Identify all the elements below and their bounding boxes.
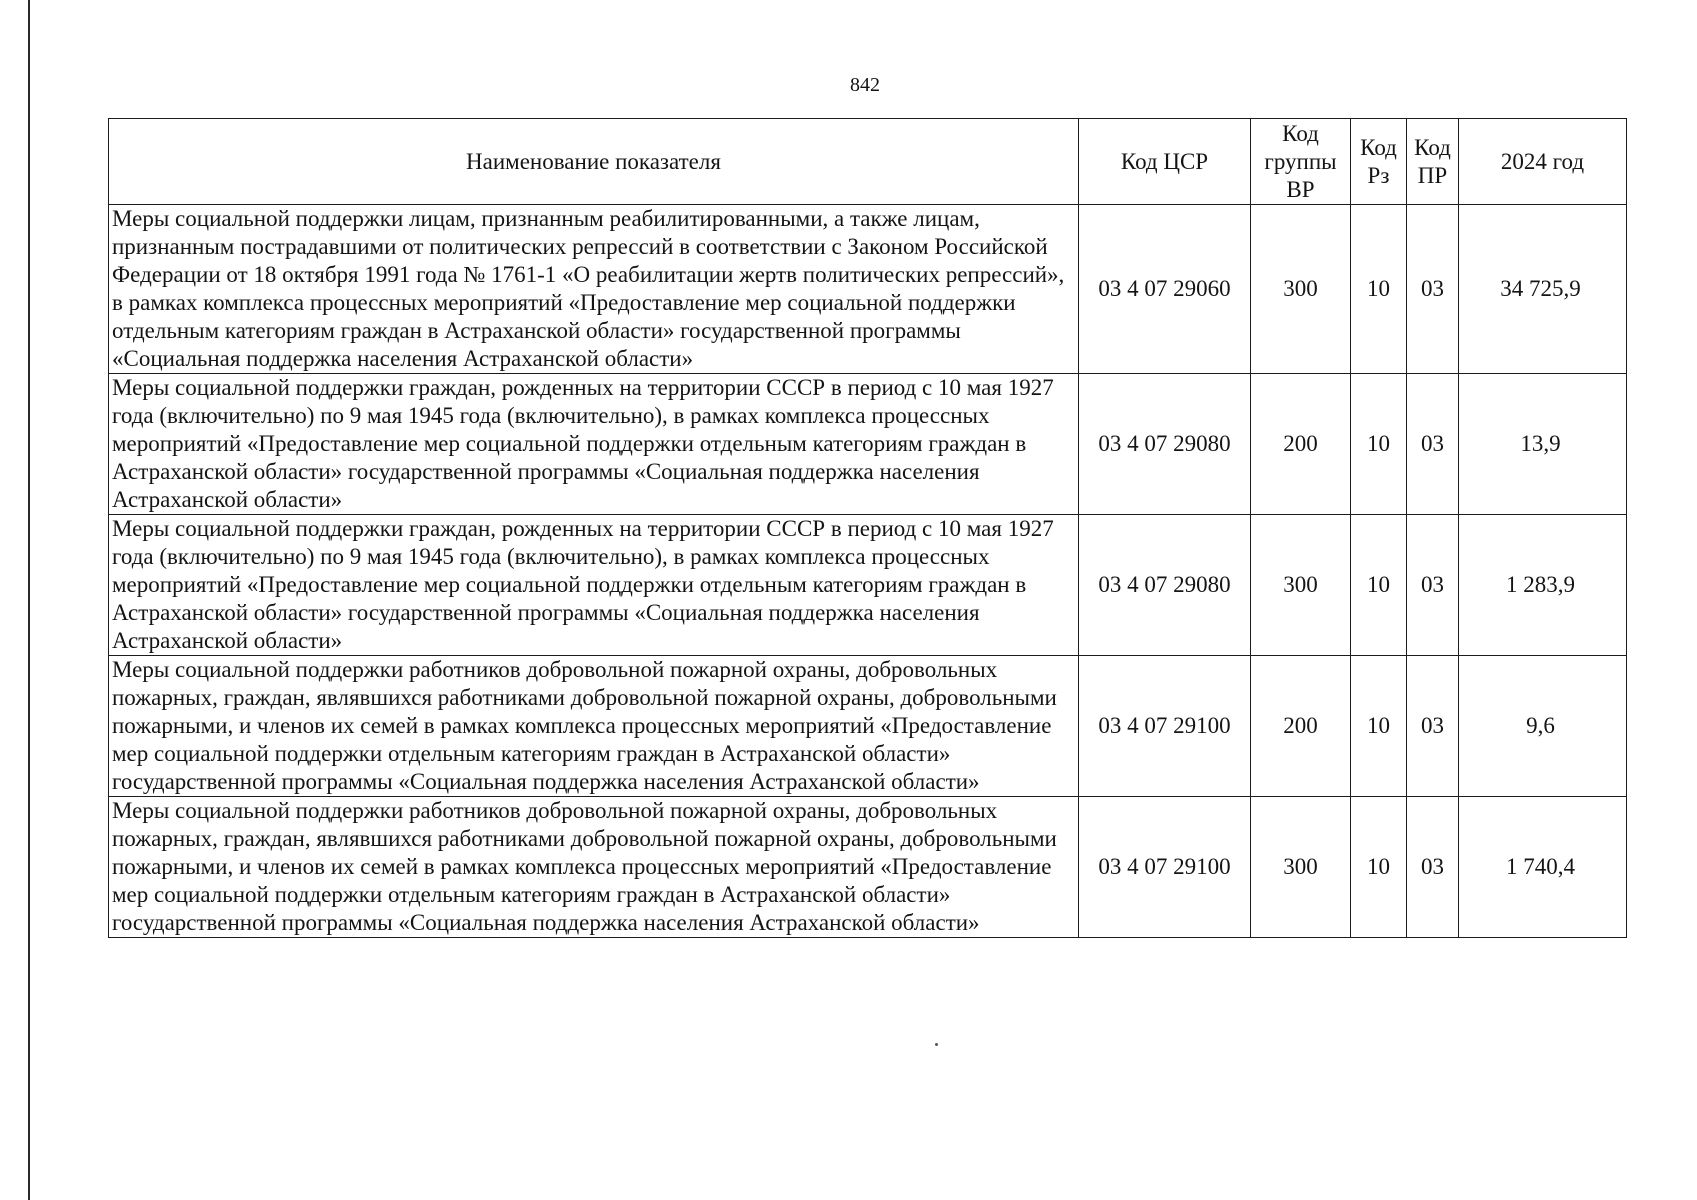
row-name: Меры социальной поддержки работников добровольной пожарной охраны, добровольных пожарных, граждан, являвшихся работниками добровольной пожарной охраны, добровольными пожарными, и членов их семей в рамках комплекса процессных мероприятий «Предоставление мер социальной поддержки отдельным категориям граждан в Астраханской области» государственной программы «Социальная поддержка населения Астраханской области» (109, 797, 1079, 938)
table-header-row (109, 119, 1627, 205)
row-rz-code: 10 (1351, 205, 1407, 374)
header-name: Наименование показателя (109, 119, 1079, 205)
table-row (109, 656, 1627, 797)
table-row (109, 205, 1627, 374)
table-row (109, 797, 1627, 938)
row-name: Меры социальной поддержки граждан, рожденных на территории СССР в период с 10 мая 1927 года (включительно) по 9 мая 1945 года (включительно), в рамках комплекса процессных мероприятий «Предоставление мер социальной поддержки отдельным категориям граждан в Астраханской области» государственной программы «Социальная поддержка населения Астраханской области» (109, 374, 1079, 515)
row-amount: 1 283,9 (1459, 515, 1627, 656)
budget-table (108, 118, 1627, 938)
row-vr-code: 200 (1251, 656, 1351, 797)
row-pr-code: 03 (1407, 656, 1459, 797)
row-rz-code: 10 (1351, 515, 1407, 656)
header-csr-code: Код ЦСР (1079, 119, 1251, 205)
row-name: Меры социальной поддержки лицам, признанным реабилитированными, а также лицам, признанным пострадавшими от политических репрессий в соответствии с Законом Российской Федерации от 18 октября 1991 года № 1761-1 «О реабилитации жертв политических репрессий», в рамках комплекса процессных мероприятий «Предоставление мер социальной поддержки отдельным категориям граждан в Астраханской области» государственной программы «Социальная поддержка населения Астраханской области» (109, 205, 1079, 374)
row-name: Меры социальной поддержки граждан, рожденных на территории СССР в период с 10 мая 1927 года (включительно) по 9 мая 1945 года (включительно), в рамках комплекса процессных мероприятий «Предоставление мер социальной поддержки отдельным категориям граждан в Астраханской области» государственной программы «Социальная поддержка населения Астраханской области» (109, 515, 1079, 656)
row-csr-code: 03 4 07 29080 (1079, 515, 1251, 656)
header-pr-code: Код ПР (1407, 119, 1459, 205)
row-name: Меры социальной поддержки работников добровольной пожарной охраны, добровольных пожарных, граждан, являвшихся работниками добровольной пожарной охраны, добровольными пожарными, и членов их семей в рамках комплекса процессных мероприятий «Предоставление мер социальной поддержки отдельным категориям граждан в Астраханской области» государственной программы «Социальная поддержка населения Астраханской области» (109, 656, 1079, 797)
row-csr-code: 03 4 07 29100 (1079, 797, 1251, 938)
row-pr-code: 03 (1407, 797, 1459, 938)
header-year-2024: 2024 год (1459, 119, 1627, 205)
page-number: 842 (850, 74, 880, 96)
row-vr-code: 300 (1251, 797, 1351, 938)
scan-speck (935, 1043, 938, 1046)
binding-margin-line (28, 0, 30, 1200)
header-rz-code: Код Рз (1351, 119, 1407, 205)
row-pr-code: 03 (1407, 374, 1459, 515)
row-rz-code: 10 (1351, 374, 1407, 515)
row-amount: 1 740,4 (1459, 797, 1627, 938)
row-pr-code: 03 (1407, 205, 1459, 374)
row-vr-code: 200 (1251, 374, 1351, 515)
row-rz-code: 10 (1351, 656, 1407, 797)
row-amount: 9,6 (1459, 656, 1627, 797)
table-row (109, 515, 1627, 656)
header-vr-code: Код группы ВР (1251, 119, 1351, 205)
row-amount: 34 725,9 (1459, 205, 1627, 374)
row-csr-code: 03 4 07 29080 (1079, 374, 1251, 515)
row-csr-code: 03 4 07 29060 (1079, 205, 1251, 374)
row-pr-code: 03 (1407, 515, 1459, 656)
row-vr-code: 300 (1251, 515, 1351, 656)
row-rz-code: 10 (1351, 797, 1407, 938)
table-row (109, 374, 1627, 515)
row-vr-code: 300 (1251, 205, 1351, 374)
row-csr-code: 03 4 07 29100 (1079, 656, 1251, 797)
row-amount: 13,9 (1459, 374, 1627, 515)
